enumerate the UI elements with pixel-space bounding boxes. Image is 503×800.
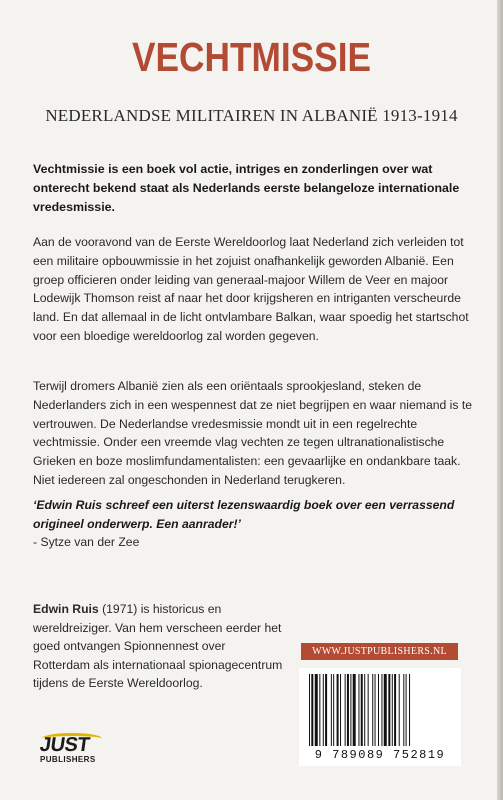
book-title: VECHTMISSIE [131,34,372,80]
lead-paragraph: Vechtmissie is een boek vol actie, intriges en zonderlingen over wat onterecht bekend staat als Nederlands eerste belangeloze internationale vredesmissie. [33,162,460,214]
just-publishers-logo [40,735,112,775]
book-subtitle: NEDERLANDSE MILITAIREN IN ALBANIË 1913-1914 [45,106,458,125]
blurb-paragraph-2: Terwijl dromers Albanië zien als een oriëntaals sprookjesland, steken de Nederlanders zich in een wespennest dat ze niet begrijpen en waar niemand is te vertrouwen. De Nederlandse vredesmissie mondt uit in een regelrechte vechtmissie. Onder een vreemde vlag vechten ze tegen ultranationalistische Grieken en boze moslimfundamentalisten: een gevaarlijke en ondankbare taak. Niet iedereen zal ongeschonden in Nederland terugkeren. [33,379,473,487]
author-bio-text: (1971) is historicus en wereldreiziger. Van hem verscheen eerder het goed ontvangen Spionnennest over Rotterdam als internationaal spionagecentrum tijdens de Eerste Wereldoorlog. [33,602,283,691]
review-quote: ‘Edwin Ruis schreef een uiterst lezenswaardig boek over een verrassend origineel onderwerp. Een aanrader!’ [33,498,455,531]
barcode-icon [309,674,451,746]
quote-attribution: - Sytze van der Zee [33,535,140,549]
logo-text-just: JUST [38,734,91,756]
isbn-barcode [299,668,461,766]
author-bio [33,600,283,693]
publisher-website: WWW.JUSTPUBLISHERS.NL [301,643,458,660]
author-name: Edwin Ruis [33,602,99,616]
logo-text-publishers: PUBLISHERS [40,755,96,764]
blurb-paragraph-1: Aan de vooravond van de Eerste Wereldoorlog laat Nederland zich verleiden tot een militaire opbouwmissie in het zojuist onafhankelijk geworden Albanië. Een groep officieren onder leiding van generaal-majoor Willem de Veer en majoor Lodewijk Thomson reist af naar het door krijgsheren en intriganten verscheurde land. En dat allemaal in de licht ontvlambare Balkan, waar spoedig het startschot voor een bloedige wereldoorlog zal worden gegeven. [33,235,469,343]
isbn-number: 9 789089 752819 [314,748,446,762]
